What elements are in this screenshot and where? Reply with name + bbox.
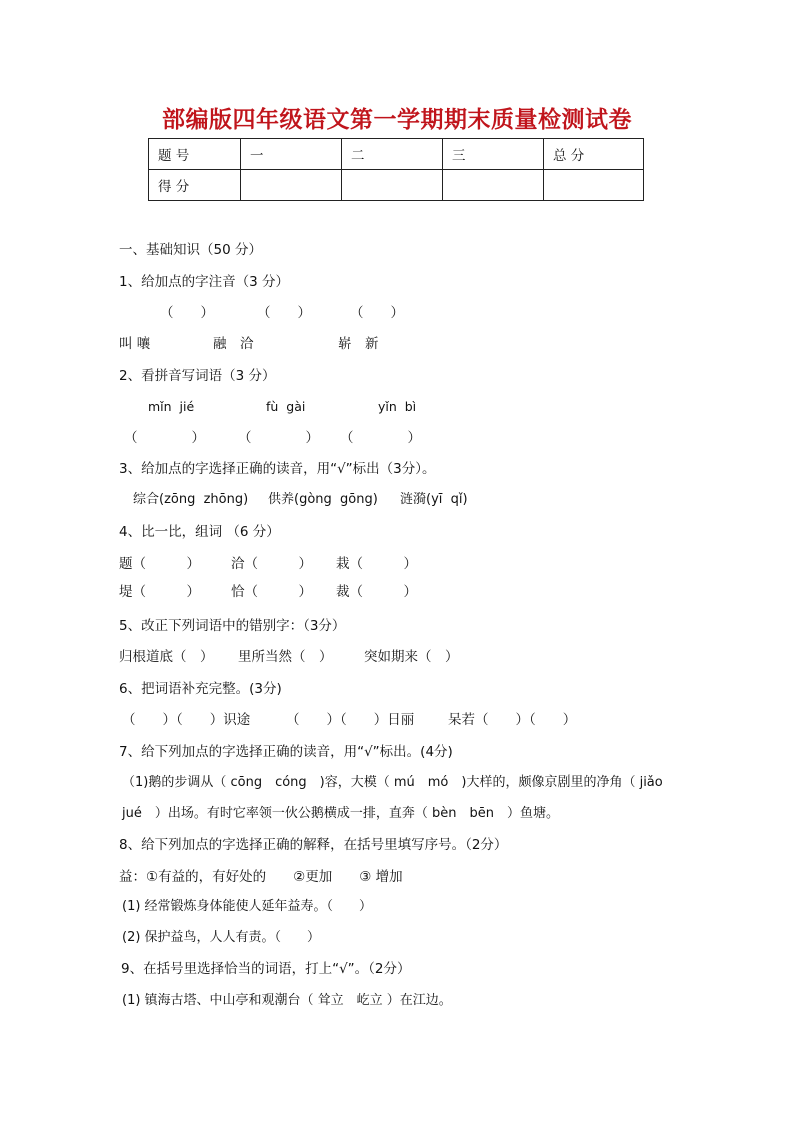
correction-item[interactable]: 里所当然（ ）: [238, 649, 333, 665]
answer-blank[interactable]: （ ）: [160, 305, 214, 321]
definition-options: 益：①有益的，有好处的 ②更加 ③ 增加: [119, 869, 403, 885]
table-cell: 得 分: [149, 170, 241, 201]
compare-item[interactable]: 题（ ）: [119, 556, 200, 572]
question-7: 7、给下列加点的字选择正确的读音，用“√”标出。(4分): [119, 744, 453, 760]
answer-blank[interactable]: （ ）: [350, 305, 404, 321]
passage-line: jué ）出场。有时它率领一伙公鹅横成一排，直奔（ bèn bēn ）鱼塘。: [122, 806, 559, 821]
compare-item[interactable]: 栽（ ）: [336, 556, 417, 572]
word: 崭 新: [338, 336, 379, 352]
idiom-item[interactable]: （ ）（ ）识途: [122, 712, 251, 728]
score-input-cell[interactable]: [544, 170, 644, 201]
table-cell: 三: [443, 139, 544, 170]
correction-item[interactable]: 归根道底（ ）: [119, 649, 214, 665]
table-cell: 一: [241, 139, 342, 170]
pinyin: mǐn jié: [148, 399, 195, 414]
score-table: [148, 138, 644, 201]
sentence[interactable]: (1) 经常锻炼身体能使人延年益寿。（ ）: [122, 899, 373, 914]
pinyin: fù gài: [266, 399, 306, 414]
answer-blank[interactable]: （ ）: [340, 430, 421, 446]
table-cell: 二: [342, 139, 443, 170]
question-4: 4、比一比，组词 （6 分）: [119, 524, 280, 540]
compare-item[interactable]: 裁（ ）: [336, 584, 417, 600]
idiom-item[interactable]: （ ）（ ）日丽: [286, 712, 415, 728]
sentence[interactable]: (2) 保护益鸟，人人有责。（ ）: [122, 930, 321, 945]
question-6: 6、把词语补充完整。(3分): [119, 681, 282, 697]
word: 融 洽: [213, 336, 254, 352]
answer-blank[interactable]: （ ）: [257, 305, 311, 321]
idiom-item[interactable]: 呆若（ ）（ ）: [448, 712, 577, 728]
question-3: 3、给加点的字选择正确的读音，用“√”标出（3分）。: [119, 461, 436, 477]
compare-item[interactable]: 堤（ ）: [119, 584, 200, 600]
score-input-cell[interactable]: [443, 170, 544, 201]
table-cell: 题 号: [149, 139, 241, 170]
answer-blank[interactable]: （ ）: [124, 430, 205, 446]
correction-item[interactable]: 突如期来（ ）: [364, 649, 459, 665]
question-5: 5、改正下列词语中的错别字：（3分）: [119, 618, 346, 634]
answer-blank[interactable]: （ ）: [238, 430, 319, 446]
score-input-cell[interactable]: [342, 170, 443, 201]
question-9: 9、在括号里选择恰当的词语，打上“√”。（2分）: [121, 961, 411, 977]
section-heading: 一、基础知识（50 分）: [119, 242, 262, 258]
table-cell: 总 分: [544, 139, 644, 170]
sentence[interactable]: (1) 镇海古塔、中山亭和观潮台（ 耸立 屹立 ）在江边。: [122, 993, 452, 1008]
word: 叫 嚷: [119, 336, 151, 352]
score-input-cell[interactable]: [241, 170, 342, 201]
table-row: [149, 170, 644, 201]
pinyin: yǐn bì: [378, 399, 417, 414]
question-8: 8、给下列加点的字选择正确的解释，在括号里填写序号。（2分）: [119, 837, 508, 853]
table-row: [149, 139, 644, 170]
page-title: 部编版四年级语文第一学期期末质量检测试卷: [162, 106, 632, 133]
option[interactable]: 供养(gòng gōng): [268, 492, 378, 507]
passage-line: （1)鹅的步调从（ cōng cóng )容，大模（ mú mó )大样的，颇像京剧里的净角（ jiǎo: [122, 775, 663, 790]
question-2: 2、看拼音写词语（3 分）: [119, 368, 276, 384]
compare-item[interactable]: 恰（ ）: [231, 584, 312, 600]
option[interactable]: 综合(zōng zhōng): [133, 492, 249, 507]
question-1: 1、给加点的字注音（3 分）: [119, 274, 289, 290]
compare-item[interactable]: 洽（ ）: [231, 556, 312, 572]
option[interactable]: 涟漪(yī qǐ): [400, 492, 468, 507]
